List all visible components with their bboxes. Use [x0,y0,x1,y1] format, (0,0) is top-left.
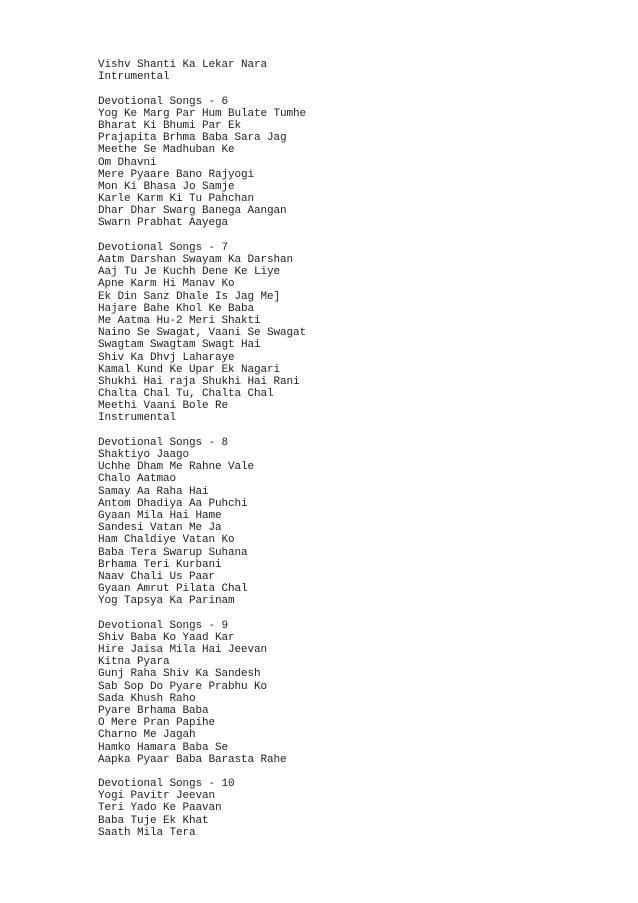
song-title: Karle Karm Ki Tu Pahchan [98,193,255,206]
song-title: Naino Se Swagat, Vaani Se Swagat [98,327,307,340]
song-title: Mon Ki Bhasa Jo Samje [98,180,235,193]
song-title: Brhama Teri Kurbani [98,558,222,571]
song-title: Swagtam Swagtam Swagt Hai [98,339,261,352]
song-title: O Mere Pran Papihe [98,717,216,730]
song-title: Yog Tapsya Ka Parinam [98,595,235,608]
song-title: Yogi Pavitr Jeevan [98,790,216,803]
song-section-8 [98,437,306,608]
song-title: Dhar Dhar Swarg Banega Aangan [98,205,287,218]
song-title: Intrumental [98,71,170,84]
song-title: Gyaan Mila Hai Hame [98,509,222,522]
song-title: Meethe Se Madhuban Ke [98,144,235,157]
song-title: Chalta Chal Tu, Chalta Chal [98,388,274,401]
song-title: Meethi Vaani Bole Re [98,400,229,413]
section-heading: Devotional Songs - 9 [98,619,229,632]
song-title: Pyare Brhama Baba [98,704,209,717]
song-title: Prajapita Brhma Baba Sara Jag [98,132,287,145]
song-title: Instrumental [98,412,177,425]
song-list-document [98,59,306,839]
song-title: Bharat Ki Bhumi Par Ek [98,119,242,132]
song-title: Aatm Darshan Swayam Ka Darshan [98,254,294,266]
song-title: Kamal Kund Ke Upar Ek Nagari [98,363,281,376]
song-title: Teri Yado Ke Paavan [98,802,222,815]
section-heading: Devotional Songs - 6 [98,95,229,108]
song-section-intro [98,59,306,83]
song-title: Antom Dhadiya Aa Puhchi [98,497,248,510]
song-title: Shiv Baba Ko Yaad Kar [98,631,235,644]
song-title: Shiv Ka Dhvj Laharaye [98,351,235,364]
song-title: Gunj Raha Shiv Ka Sandesh [98,668,261,681]
section-heading: Devotional Songs - 7 [98,241,229,254]
song-title: Om Dhavni [98,156,157,169]
song-title: Gyaan Amrut Pilata Chal [98,583,248,596]
song-title: Apne Karm Hi Manav Ko [98,278,235,291]
song-section-7 [98,242,306,425]
song-title: Sada Khush Raho [98,692,196,705]
section-heading: Devotional Songs - 8 [98,436,229,449]
song-section-6 [98,96,306,230]
song-title: Aaj Tu Je Kuchh Dene Ke Liye [98,266,281,279]
song-title: Charno Me Jagah [98,729,196,742]
song-title: Baba Tera Swarup Suhana [98,546,248,559]
song-title: Samay Aa Raha Hai [98,485,209,498]
song-title: Me Aatma Hu-2 Meri Shakti [98,314,261,327]
song-title: Baba Tuje Ek Khat [98,814,209,827]
song-title: Shaktiyo Jaago [98,449,190,461]
song-title: Sab Sop Do Pyare Prabhu Ko [98,680,268,693]
song-title: Saath Mila Tera [98,826,196,839]
song-title: Vishv Shanti Ka Lekar Nara [98,59,268,71]
song-title: Kitna Pyara [98,656,170,669]
section-heading: Devotional Songs - 10 [98,778,235,791]
song-title: Hajare Bahe Khol Ke Baba [98,302,255,315]
song-title: Swarn Prabhat Aayega [98,217,229,230]
song-title: Hamko Hamara Baba Se [98,741,229,754]
song-title: Uchhe Dham Me Rahne Vale [98,461,255,474]
song-section-10 [98,778,306,839]
song-title: Sandesi Vatan Me Ja [98,522,222,535]
song-section-9 [98,620,306,766]
song-title: Chalo Aatmao [98,473,177,486]
song-title: Yog Ke Marg Par Hum Bulate Tumhe [98,107,307,120]
song-title: Mere Pyaare Bano Rajyogi [98,168,255,181]
song-title: Naav Chali Us Paar [98,570,216,583]
song-title: Aapka Pyaar Baba Barasta Rahe [98,753,287,766]
song-title: Ek Din Sanz Dhale Is Jag Me] [98,290,281,303]
song-title: Hire Jaisa Mila Hai Jeevan [98,644,268,656]
song-title: Ham Chaldiye Vatan Ko [98,534,235,547]
song-title: Shukhi Hai raja Shukhi Hai Rani [98,375,300,388]
